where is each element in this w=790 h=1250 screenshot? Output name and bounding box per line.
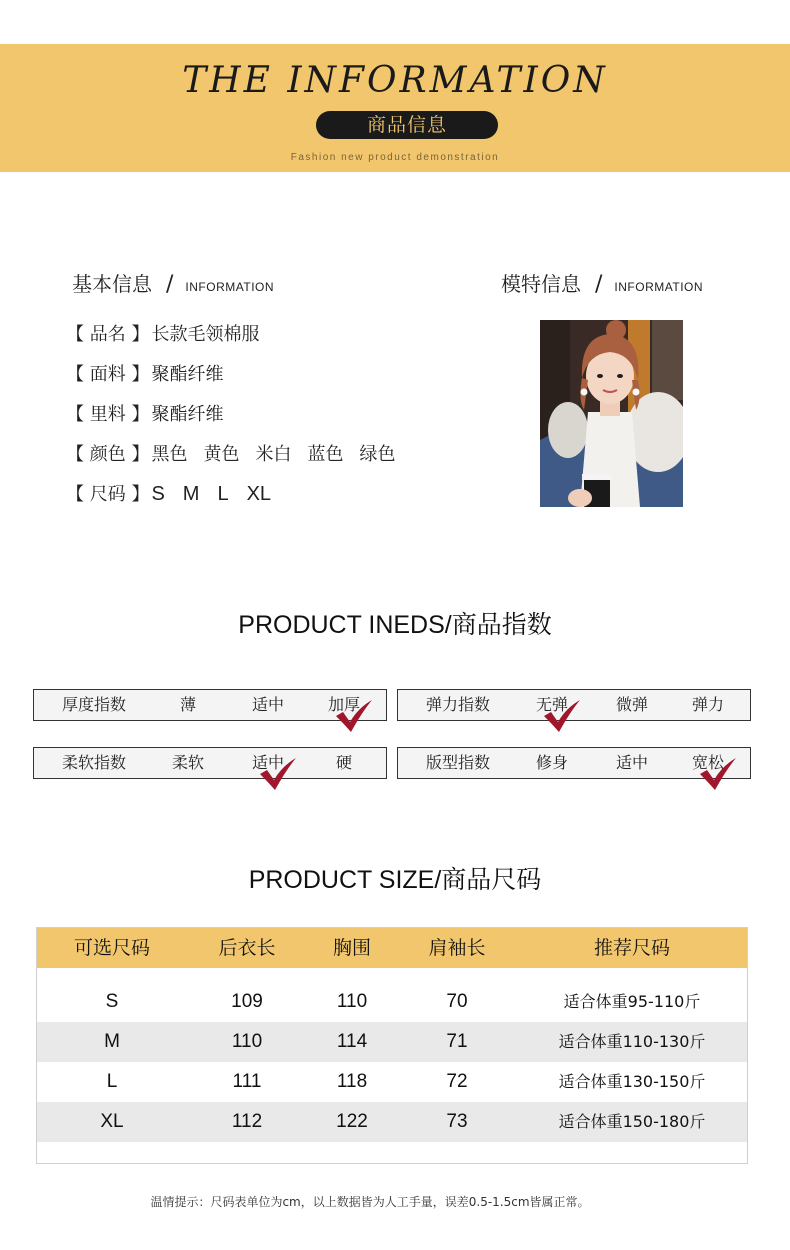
size-cell: XL: [100, 1111, 124, 1132]
table-row: [37, 982, 747, 1022]
checkmark-icon: [334, 698, 374, 734]
info-row-value: 聚酯纤维: [151, 404, 224, 425]
info-row: [66, 360, 239, 386]
size-cell: 110: [336, 991, 368, 1012]
size-header-cell: 胸围: [332, 937, 371, 959]
info-row-value: 黑色: [151, 444, 188, 465]
index-option: 薄: [179, 695, 196, 714]
index-option: 硬: [335, 753, 352, 772]
size-cell: 111: [232, 1071, 262, 1092]
checkmark-icon: [258, 756, 298, 792]
index-name: 弹力指数: [425, 695, 490, 714]
info-row: [66, 480, 289, 506]
size-cell: 71: [446, 1031, 468, 1052]
index-option: 适中: [251, 695, 284, 714]
size-cell: S: [105, 991, 119, 1012]
info-row: [66, 320, 275, 346]
model-info-heading: [501, 268, 703, 297]
info-row-label: 【 尺码 】: [66, 484, 150, 505]
size-table-header: [37, 928, 747, 968]
index-option: 加厚: [327, 695, 360, 714]
info-row-value: 长款毛领棉服: [151, 324, 260, 345]
index-option: 柔软: [171, 753, 204, 772]
info-row-label: 【 里料 】: [66, 404, 150, 425]
info-row-value: 绿色: [359, 444, 396, 465]
index-name: 厚度指数: [61, 695, 126, 714]
table-row: [37, 1022, 747, 1062]
index-name: 版型指数: [425, 753, 490, 772]
size-header-cell: 推荐尺码: [593, 937, 670, 959]
info-row-value: S: [151, 483, 165, 505]
index-option: 无弹: [535, 695, 568, 714]
index-box: [397, 747, 751, 779]
info-row-value: XL: [246, 483, 272, 505]
banner-title: THE INFORMATION: [182, 60, 608, 101]
header-banner: [0, 44, 790, 172]
size-cell: M: [104, 1031, 120, 1052]
checkmark-icon: [542, 698, 582, 734]
info-row: [66, 440, 411, 466]
size-cell: 73: [446, 1111, 468, 1132]
info-row-value: 聚酯纤维: [151, 364, 224, 385]
size-cell: L: [106, 1071, 118, 1092]
index-box: [33, 689, 387, 721]
size-cell: 72: [446, 1071, 468, 1092]
index-box: [33, 747, 387, 779]
info-row-label: 【 颜色 】: [66, 444, 150, 465]
index-box: [397, 689, 751, 721]
model-info-en: INFORMATION: [614, 280, 704, 294]
index-name: 柔软指数: [61, 753, 126, 772]
indices-title: PRODUCT INEDS/商品指数: [238, 611, 552, 639]
info-row-value: 蓝色: [307, 444, 344, 465]
size-cell: 70: [446, 991, 468, 1012]
info-row-label: 【 面料 】: [66, 364, 150, 385]
index-option: 宽松: [691, 753, 724, 772]
index-option: 弹力: [691, 695, 724, 714]
model-info-title: 模特信息: [501, 272, 581, 296]
size-title: PRODUCT SIZE/商品尺码: [248, 866, 542, 894]
size-cell: 适合体重110-130斤: [558, 1032, 706, 1051]
basic-info-slash: /: [166, 272, 174, 297]
checkmark-icon: [698, 756, 738, 792]
banner-subtitle: Fashion new product demonstration: [290, 152, 500, 163]
info-row-label: 【 品名 】: [66, 324, 150, 345]
model-info-slash: /: [595, 272, 603, 297]
table-row: [37, 1062, 747, 1102]
info-row-value: 黄色: [203, 444, 240, 465]
basic-info-en: INFORMATION: [185, 280, 275, 294]
banner-pill-label: 商品信息: [316, 111, 498, 139]
size-header-cell: 后衣长: [218, 937, 276, 959]
index-option: 修身: [535, 753, 568, 772]
model-photo-illustration: [540, 320, 683, 507]
size-cell: 适合体重95-110斤: [563, 992, 701, 1011]
size-header-cell: 可选尺码: [73, 937, 150, 959]
size-cell: 122: [336, 1111, 368, 1132]
size-table: [36, 927, 748, 1164]
size-cell: 112: [231, 1111, 263, 1132]
info-row-value: M: [182, 483, 200, 505]
size-header-cell: 肩袖长: [428, 937, 486, 959]
size-cell: 适合体重150-180斤: [558, 1112, 706, 1131]
info-row-value: 米白: [255, 444, 292, 465]
index-option: 适中: [615, 753, 648, 772]
size-cell: 118: [336, 1071, 368, 1092]
model-photo: [540, 320, 683, 507]
size-cell: 适合体重130-150斤: [558, 1072, 706, 1091]
info-row-value: L: [217, 483, 229, 505]
size-cell: 109: [231, 991, 263, 1012]
footnote: 温情提示：尺码表单位为cm，以上数据皆为人工手量，误差0.5-1.5cm皆属正常。: [150, 1195, 590, 1209]
info-row: [66, 400, 239, 426]
basic-info-title: 基本信息: [72, 272, 152, 296]
size-cell: 114: [336, 1031, 368, 1052]
basic-info-heading: [72, 268, 274, 297]
index-option: 微弹: [615, 695, 648, 714]
index-option: 适中: [251, 753, 284, 772]
table-row: [37, 1102, 747, 1142]
size-cell: 110: [231, 1031, 263, 1052]
